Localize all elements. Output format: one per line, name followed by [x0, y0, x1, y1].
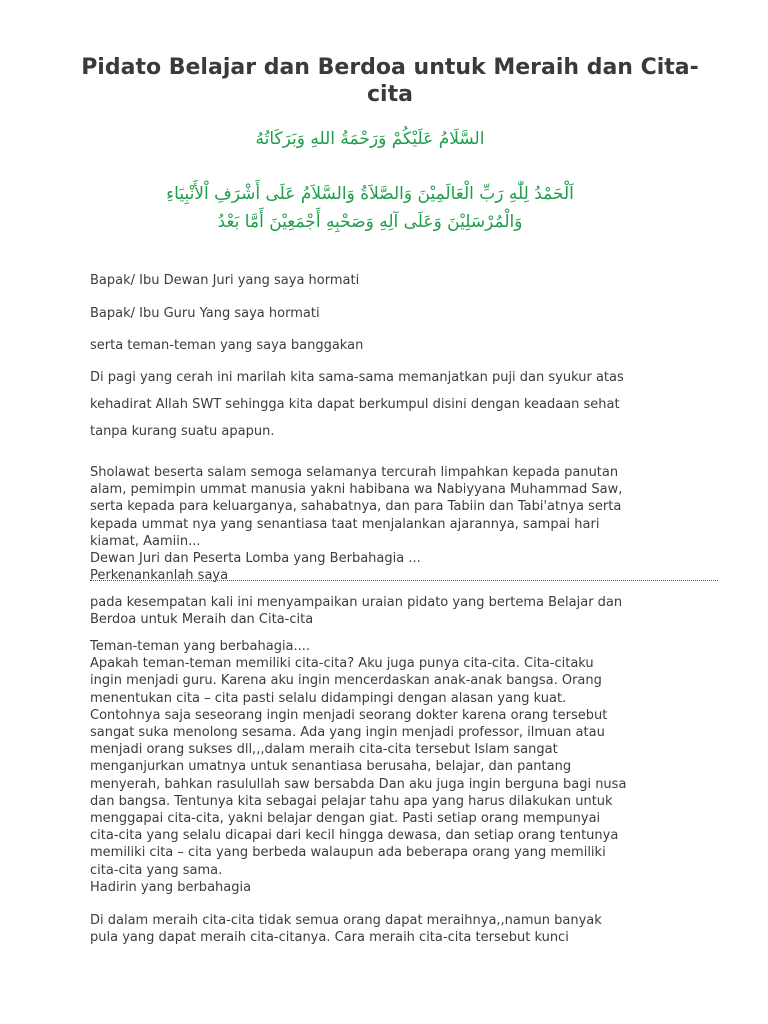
paragraph-line: menjadi orang sukses dll,,,dalam meraih cita-cita tersebut Islam sangat: [90, 742, 558, 758]
paragraph-line: Teman-teman yang berbahagia....: [90, 639, 311, 654]
paragraph-line: tanpa kurang suatu apapun.: [90, 424, 275, 439]
paragraph-line: memiliki cita – cita yang berbeda walaupun ada beberapa orang yang memiliki: [90, 845, 606, 861]
closing-paragraph: [90, 912, 730, 946]
paragraph-line: serta kepada para keluarganya, sahabatnya, dan para Tabiin dan Tabi'atnya serta: [90, 499, 622, 515]
paragraph-line: alam, pemimpin ummat manusia yakni habibana wa Nabiyyana Muhammad Saw,: [90, 482, 623, 498]
body-paragraph: [90, 638, 730, 896]
paragraph-line: Di dalam meraih cita-cita tidak semua orang dapat meraihnya,,namun banyak: [90, 913, 602, 928]
arabic-opening-line: وَالْمُرْسَلِيْنَ وَعَلَى آلِهِ وَصَحْبِهِ أَجْمَعِيْنَ أَمَّا بَعْدُ: [217, 212, 523, 232]
arabic-opening-line: اَلْحَمْدُ لِلّٰهِ رَبِّ الْعَالَمِيْنَ وَالصَّلاَةُ وَالسَّلاَمُ عَلَى أَشْرَفِ اْلأَنْبِيَاءِ: [166, 184, 574, 204]
paragraph-line: Hadirin yang berbahagia: [90, 879, 252, 895]
paragraph-line: cita-cita yang selalu dicapai dari kecil hingga dewasa, dan setiap orang tentunya: [90, 828, 619, 844]
paragraph-line: Sholawat beserta salam semoga selamanya tercurah limpahkan kepada panutan: [90, 465, 619, 480]
paragraph-line: ingin menjadi guru. Karena aku ingin mencerdaskan anak-anak bangsa. Orang: [90, 673, 602, 689]
paragraph-line: pula yang dapat meraih cita-citanya. Cara meraih cita-cita tersebut kunci: [90, 930, 569, 946]
paragraph-line: pada kesempatan kali ini menyampaikan uraian pidato yang bertema Belajar dan: [90, 595, 623, 610]
theme-paragraph: [90, 594, 730, 628]
paragraph-line: cita-cita yang sama.: [90, 862, 223, 878]
paragraph-line: kiamat, Aamiin...: [90, 533, 201, 549]
paragraph-line: Di pagi yang cerah ini marilah kita sama-sama memanjatkan puji dan syukur atas: [90, 370, 624, 385]
paragraph-line: menentukan cita – cita pasti selalu didampingi dengan alasan yang kuat.: [90, 690, 567, 706]
paragraph-line: kehadirat Allah SWT sehingga kita dapat berkumpul disini dengan keadaan sehat: [90, 397, 620, 412]
paragraph-line: dan bangsa. Tentunya kita sebagai pelajar tahu apa yang harus dilakukan untuk: [90, 793, 613, 809]
arabic-salam: السَّلَامُ عَلَيْكُمْ وَرَحْمَةُ اللهِ وَبَرَكَاتُهُ: [255, 129, 485, 149]
arabic-opening: [60, 180, 680, 236]
dotted-divider: [90, 580, 718, 581]
greeting-guru: Bapak/ Ibu Guru Yang saya hormati: [90, 306, 320, 321]
paragraph-line: sangat suka menolong sesama. Ada yang ingin menjadi professor, ilmuan atau: [90, 725, 605, 741]
paragraph-line: Dewan Juri dan Peserta Lomba yang Berbahagia ...: [90, 551, 421, 567]
sholawat-paragraph: [90, 464, 730, 584]
paragraph-line: menganjurkan umatnya untuk senantiasa berusaha, belajar, dan pantang: [90, 759, 572, 775]
paragraph-line: kepada ummat nya yang senantiasa taat menjalankan ajarannya, sampai hari: [90, 516, 600, 532]
intro-paragraph: [90, 364, 730, 445]
paragraph-line: Apakah teman-teman memiliki cita-cita? Aku juga punya cita-cita. Cita-citaku: [90, 656, 594, 672]
greeting-dewan-juri: Bapak/ Ibu Dewan Juri yang saya hormati: [90, 273, 360, 288]
greeting-teman: serta teman-teman yang saya banggakan: [90, 338, 364, 353]
paragraph-line: Contohnya saja seseorang ingin menjadi seorang dokter karena orang tersebut: [90, 707, 608, 723]
paragraph-line: menggapai cita-cita, yakni belajar dengan giat. Pasti setiap orang mempunyai: [90, 811, 601, 827]
paragraph-line: menyerah, bahkan rasulullah saw bersabda Dan aku juga ingin berguna bagi nusa: [90, 776, 627, 792]
paragraph-line: Perkenankanlah saya: [90, 568, 229, 584]
paragraph-line: Berdoa untuk Meraih dan Cita-cita: [90, 612, 314, 628]
document-title: Pidato Belajar dan Berdoa untuk Meraih dan Cita-cita: [81, 55, 699, 107]
